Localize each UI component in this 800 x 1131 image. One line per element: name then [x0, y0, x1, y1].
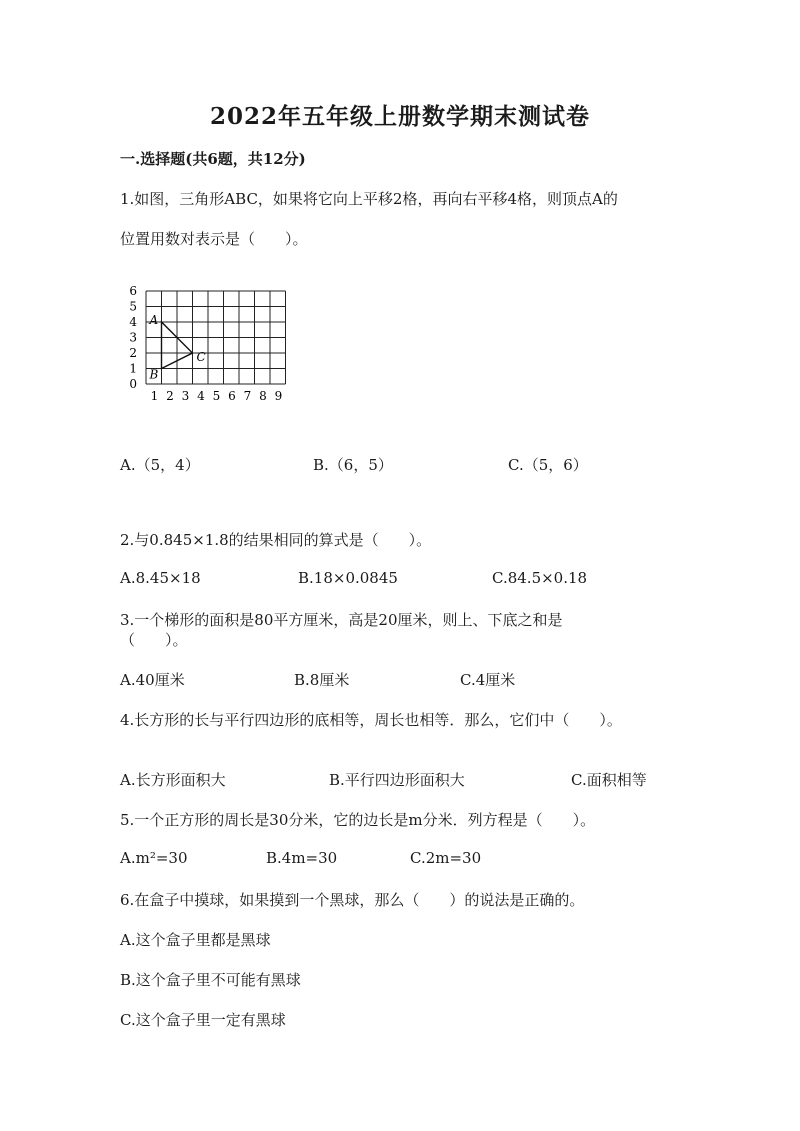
x-tick-label: 6	[228, 389, 236, 403]
vertex-label-a: A	[149, 313, 159, 327]
question-4-line-1: 4.长方形的长与平行四边形的底相等，周长也相等．那么，它们中（ ）。	[120, 711, 622, 729]
question-2-option-b[interactable]: B.18×0.0845	[298, 569, 398, 587]
section-heading: 一.选择题(共6题，共12分)	[120, 150, 306, 168]
question-6-option-c[interactable]: C.这个盒子里一定有黑球	[120, 1011, 286, 1029]
x-tick-label: 5	[212, 389, 221, 403]
y-tick-label: 3	[129, 330, 137, 345]
question-5-option-b[interactable]: B.4m=30	[266, 849, 338, 867]
question-3-line-1: 3.一个梯形的面积是80平方厘米，高是20厘米，则上、下底之和是	[120, 611, 563, 629]
page-title: 2022年五年级上册数学期末测试卷	[209, 103, 590, 130]
question-3-option-c[interactable]: C.4厘米	[460, 671, 516, 689]
x-tick-label: 8	[259, 389, 267, 403]
question-3-line-2: （ ）。	[120, 631, 188, 649]
question-4-option-c[interactable]: C.面积相等	[571, 771, 647, 789]
x-tick-label: 7	[243, 389, 252, 403]
question-5-option-c[interactable]: C.2m=30	[410, 849, 482, 867]
question-5-option-a[interactable]: A.m²=30	[120, 849, 188, 867]
y-tick-label: 2	[129, 346, 137, 360]
question-6-line-1: 6.在盒子中摸球，如果摸到一个黑球，那么（ ）的说法是正确的。	[120, 891, 585, 909]
question-6-option-b[interactable]: B.这个盒子里不可能有黑球	[120, 971, 301, 989]
y-tick-label: 1	[129, 361, 137, 376]
question-3-option-a[interactable]: A.40厘米	[120, 671, 185, 689]
y-tick-label: 5	[129, 299, 137, 314]
question-1-option-a[interactable]: A.（5，4）	[120, 456, 200, 474]
question-1-line-1: 1.如图，三角形ABC，如果将它向上平移2格，再向右平移4格，则顶点A的	[120, 190, 618, 208]
coordinate-grid-figure	[124, 280, 304, 410]
question-4-option-b[interactable]: B.平行四边形面积大	[329, 771, 465, 789]
question-6-option-a[interactable]: A.这个盒子里都是黑球	[120, 931, 271, 949]
question-1-option-c[interactable]: C.（5，6）	[508, 456, 588, 474]
question-1-line-2: 位置用数对表示是（ ）。	[120, 230, 308, 248]
question-2-option-a[interactable]: A.8.45×18	[120, 569, 201, 587]
x-tick-label: 1	[150, 389, 159, 403]
question-4-option-a[interactable]: A.长方形面积大	[120, 771, 226, 789]
y-tick-label: 4	[129, 315, 137, 329]
vertex-label-c: C	[196, 350, 206, 364]
question-5-line-1: 5.一个正方形的周长是30分米，它的边长是m分米．列方程是（ ）。	[120, 811, 596, 829]
y-tick-label: 6	[129, 284, 137, 298]
x-tick-label: 9	[274, 389, 283, 403]
question-2-line-1: 2.与0.845×1.8的结果相同的算式是（ ）。	[120, 531, 432, 549]
x-tick-label: 2	[166, 389, 174, 403]
vertex-label-b: B	[149, 367, 159, 382]
question-1-option-b[interactable]: B.（6，5）	[313, 456, 393, 474]
x-tick-label: 4	[197, 389, 205, 403]
x-tick-label: 3	[181, 389, 190, 403]
grid-svg	[124, 280, 304, 410]
question-3-option-b[interactable]: B.8厘米	[294, 671, 350, 689]
question-2-option-c[interactable]: C.84.5×0.18	[492, 569, 588, 587]
y-tick-label: 0	[129, 377, 137, 391]
